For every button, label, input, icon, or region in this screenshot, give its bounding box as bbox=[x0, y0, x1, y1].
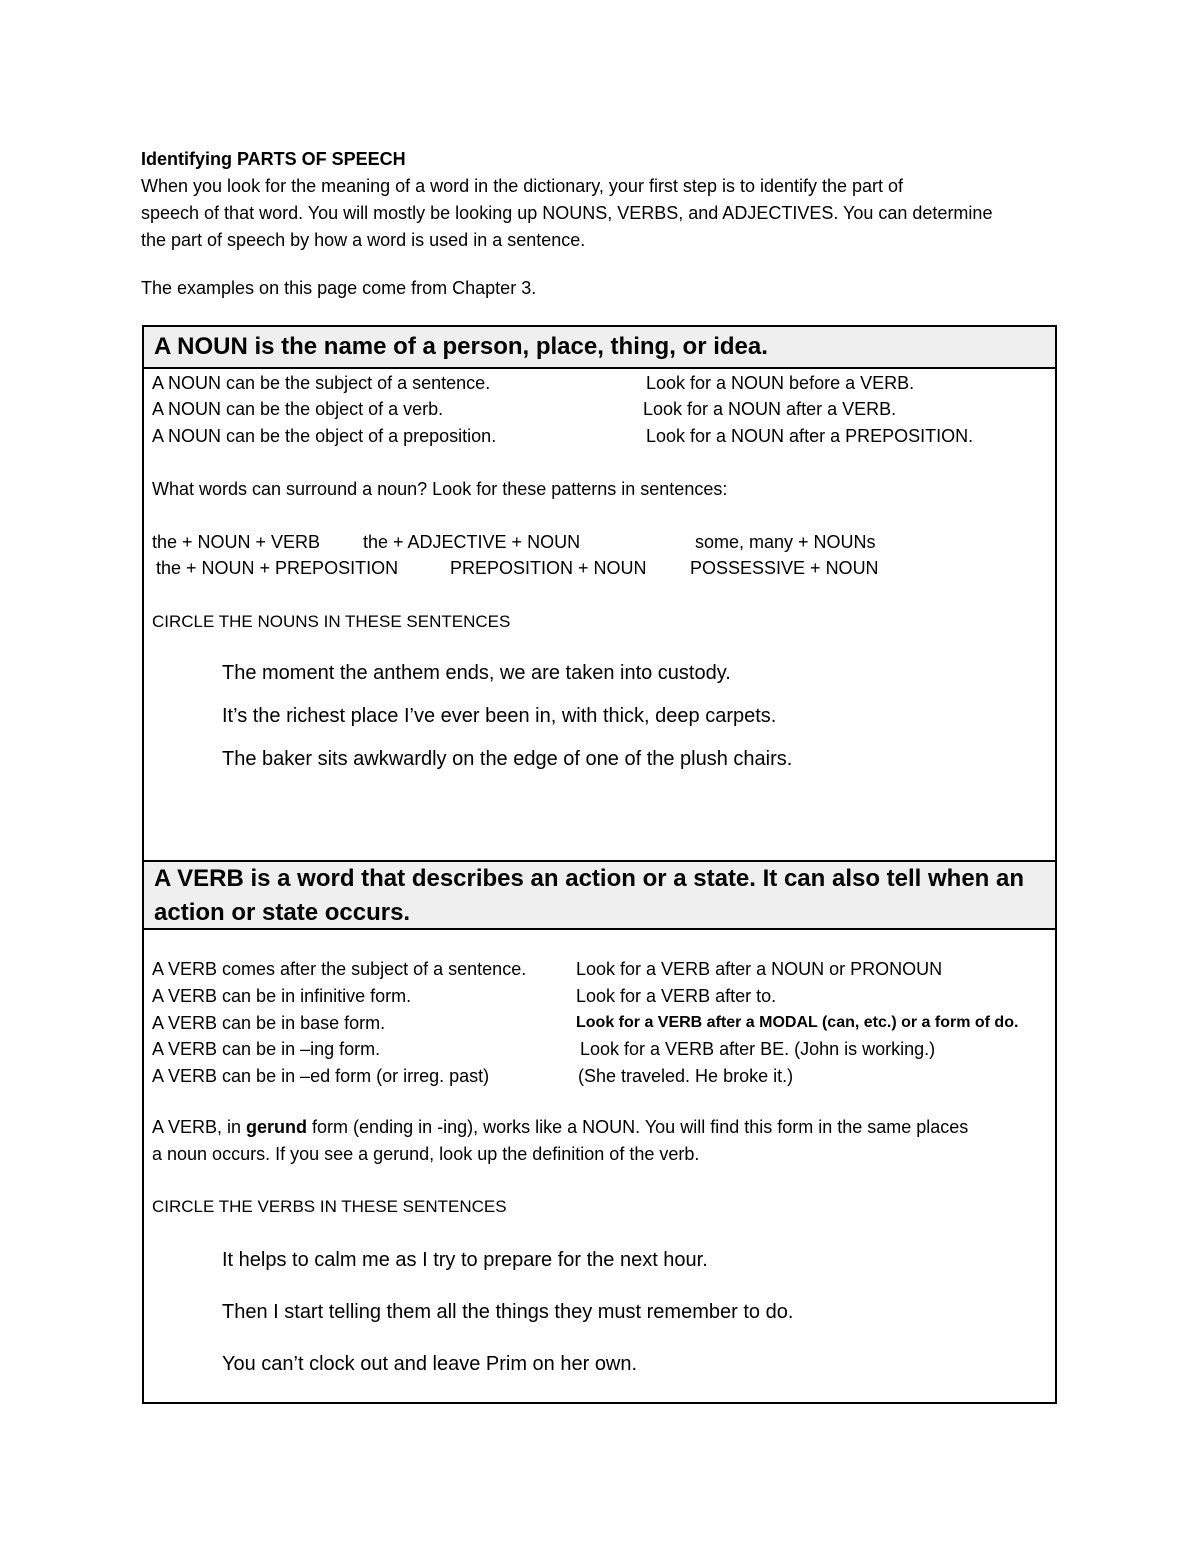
noun-header bbox=[142, 325, 1057, 369]
gerund-note bbox=[152, 1116, 968, 1138]
verb-header bbox=[142, 860, 1057, 930]
noun-heading: A NOUN is the name of a person, place, thing, or idea. bbox=[154, 333, 768, 360]
verb-heading-line: A VERB is a word that describes an action or a state. It can also tell when an bbox=[154, 865, 1025, 892]
verb-rule-right: Look for a VERB after BE. (John is working.) bbox=[580, 1039, 936, 1059]
gerund-note-pre: A VERB, in bbox=[152, 1117, 247, 1137]
noun-sentence: The moment the anthem ends, we are taken into custody. bbox=[222, 662, 731, 684]
verb-sentence: You can’t clock out and leave Prim on her own. bbox=[222, 1353, 638, 1375]
intro-line: the part of speech by how a word is used in a sentence. bbox=[141, 230, 586, 250]
noun-pattern: the + NOUN + PREPOSITION bbox=[156, 558, 399, 578]
verb-rule-left: A VERB comes after the subject of a sentence. bbox=[152, 959, 527, 979]
noun-pattern: the + NOUN + VERB bbox=[152, 532, 321, 552]
noun-rule-right: Look for a NOUN after a VERB. bbox=[643, 399, 897, 419]
verb-instruction: CIRCLE THE VERBS IN THESE SENTENCES bbox=[152, 1197, 507, 1216]
noun-patterns-question: What words can surround a noun? Look for these patterns in sentences: bbox=[152, 479, 728, 499]
noun-rule-left: A NOUN can be the subject of a sentence. bbox=[152, 373, 491, 393]
intro-line: speech of that word. You will mostly be looking up NOUNS, VERBS, and ADJECTIVES. You can determine bbox=[141, 203, 993, 223]
verb-rule-right: (She traveled. He broke it.) bbox=[578, 1066, 794, 1086]
intro-section bbox=[141, 146, 1081, 254]
verb-sentence: Then I start telling them all the things they must remember to do. bbox=[222, 1301, 794, 1323]
noun-instruction: CIRCLE THE NOUNS IN THESE SENTENCES bbox=[152, 612, 511, 631]
noun-pattern: PREPOSITION + NOUN bbox=[450, 558, 647, 578]
gerund-note-post: form (ending in -ing), works like a NOUN. You will find this form in the same places bbox=[307, 1117, 969, 1137]
gerund-note-line2: a noun occurs. If you see a gerund, look up the definition of the verb. bbox=[152, 1144, 700, 1164]
examples-note: The examples on this page come from Chapter 3. bbox=[141, 278, 537, 298]
noun-rule-left: A NOUN can be the object of a preposition. bbox=[152, 426, 497, 446]
noun-rule-right: Look for a NOUN before a VERB. bbox=[646, 373, 915, 393]
verb-rule-right: Look for a VERB after a MODAL (can, etc.) or a form of do. bbox=[576, 1014, 1019, 1031]
gerund-word: gerund bbox=[246, 1117, 308, 1137]
noun-pattern: the + ADJECTIVE + NOUN bbox=[363, 532, 581, 552]
verb-rule-left: A VERB can be in –ing form. bbox=[152, 1039, 381, 1059]
intro-line: When you look for the meaning of a word in the dictionary, your first step is to identify the part of bbox=[141, 176, 904, 196]
verb-rule-right: Look for a VERB after a NOUN or PRONOUN bbox=[576, 959, 943, 979]
noun-pattern: some, many + NOUNs bbox=[695, 532, 876, 552]
verb-heading-line: action or state occurs. bbox=[154, 899, 411, 926]
verb-rule-right: Look for a VERB after to. bbox=[576, 986, 777, 1006]
verb-rule-left: A VERB can be in –ed form (or irreg. past) bbox=[152, 1066, 490, 1086]
verb-sentence: It helps to calm me as I try to prepare for the next hour. bbox=[222, 1249, 708, 1271]
noun-rule-right: Look for a NOUN after a PREPOSITION. bbox=[646, 426, 974, 446]
page-title: Identifying PARTS OF SPEECH bbox=[141, 149, 406, 169]
noun-sentence: It’s the richest place I’ve ever been in, with thick, deep carpets. bbox=[222, 705, 777, 727]
noun-pattern: POSSESSIVE + NOUN bbox=[690, 558, 879, 578]
noun-sentence: The baker sits awkwardly on the edge of one of the plush chairs. bbox=[222, 748, 793, 770]
verb-rule-left: A VERB can be in base form. bbox=[152, 1013, 386, 1033]
verb-rule-left: A VERB can be in infinitive form. bbox=[152, 986, 412, 1006]
noun-rule-left: A NOUN can be the object of a verb. bbox=[152, 399, 444, 419]
